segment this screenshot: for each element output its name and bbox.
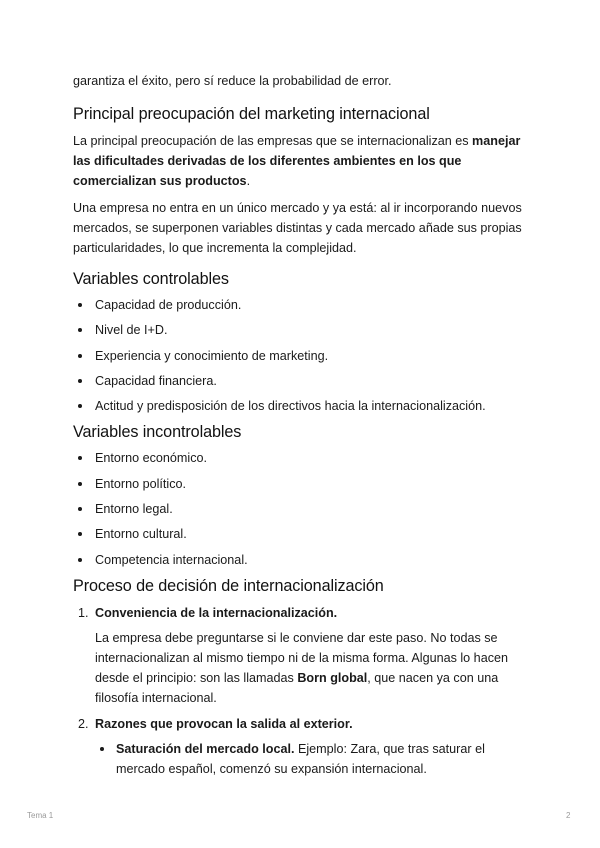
list-item-text: Experiencia y conocimiento de marketing. (95, 348, 329, 363)
list-item-text: Capacidad financiera. (95, 373, 217, 388)
bullet-icon (78, 507, 82, 511)
step-text-end: , que nacen ya con una filosofía internacional. (95, 670, 499, 705)
step-text: La empresa debe preguntarse si le conviene dar este paso. No todas se internacionalizan al mismo tiempo ni de la misma forma. Algunas lo hacen desde el principio: son las llamadas (95, 630, 508, 685)
section-heading-incontrolables: Variables incontrolables (73, 423, 242, 442)
numbered-item (73, 603, 533, 708)
list-item-text: Capacidad de producción. (95, 298, 242, 312)
step-title: Razones que provocan la salida al exterior. (95, 716, 353, 731)
list-item (73, 320, 533, 340)
section-heading-preocupacion: Principal preocupación del marketing internacional (73, 105, 430, 123)
list-item (73, 474, 533, 494)
footer-page-number: 2 (566, 811, 571, 820)
list-item-text: Actitud y predisposición de los directivos hacia la internacionalización. (95, 399, 486, 414)
list-item (73, 448, 533, 468)
list-item (73, 524, 533, 544)
paragraph-complejidad: Una empresa no entra en un único mercado y ya está: al ir incorporando nuevos mercados, se superponen variables distintas y cada mercado añade sus propias particularidades, lo que incrementa la complejidad. (73, 201, 522, 255)
emphasis-text: Born global (297, 670, 368, 685)
paragraph-text-end: . (246, 174, 251, 188)
bullet-icon (100, 747, 104, 751)
list-item-text: Entorno legal. (95, 502, 173, 517)
bullet-icon (78, 354, 82, 358)
bullet-icon (78, 532, 82, 536)
paragraph-preocupacion (73, 131, 533, 191)
list-item-text: Entorno cultural. (95, 527, 187, 542)
step-title: Conveniencia de la internacionalización. (95, 605, 338, 620)
bullet-icon (78, 379, 82, 383)
list-controlables (73, 295, 533, 416)
bullet-icon (78, 558, 82, 562)
list-item-text: Competencia internacional. (95, 552, 248, 567)
paragraph-text: La principal preocupación de las empresas que se internacionalizan es (73, 134, 473, 148)
bullet-icon (78, 328, 82, 332)
list-item-text: Nivel de I+D. (95, 323, 168, 338)
numbered-item (73, 714, 533, 779)
footer-chapter-label: Tema 1 (27, 811, 54, 820)
list-item-text: Entorno político. (95, 476, 187, 491)
list-number: 1. (78, 605, 89, 620)
list-item (73, 295, 533, 315)
bullet-icon (78, 404, 82, 408)
section-heading-controlables: Variables controlables (73, 270, 229, 288)
bullet-icon (78, 482, 82, 486)
emphasis-text: manejar las dificultades derivadas de los diferentes ambientes en los que comercializan sus productos (73, 134, 521, 188)
continuation-text: garantiza el éxito, pero sí reduce la probabilidad de error. (73, 74, 392, 88)
bullet-icon (78, 456, 82, 460)
sub-list-item-text: Ejemplo: Zara, que tras saturar el mercado español, comenzó su expansión internacional. (116, 741, 485, 776)
section-heading-proceso: Proceso de decisión de internacionalización (73, 576, 384, 595)
step-paragraph (95, 628, 533, 708)
bullet-icon (78, 303, 82, 307)
list-item (73, 371, 533, 391)
list-incontrolables (73, 448, 533, 569)
list-proceso (73, 603, 533, 779)
list-item (73, 550, 533, 570)
list-item (73, 499, 533, 519)
sub-list (95, 739, 533, 779)
emphasis-text: Saturación del mercado local. (116, 741, 295, 756)
list-item-text: Entorno económico. (95, 451, 208, 466)
list-number: 2. (78, 716, 89, 731)
sub-list-item (95, 739, 533, 779)
list-item (73, 396, 533, 416)
page-content (73, 70, 533, 779)
list-item (73, 346, 533, 366)
